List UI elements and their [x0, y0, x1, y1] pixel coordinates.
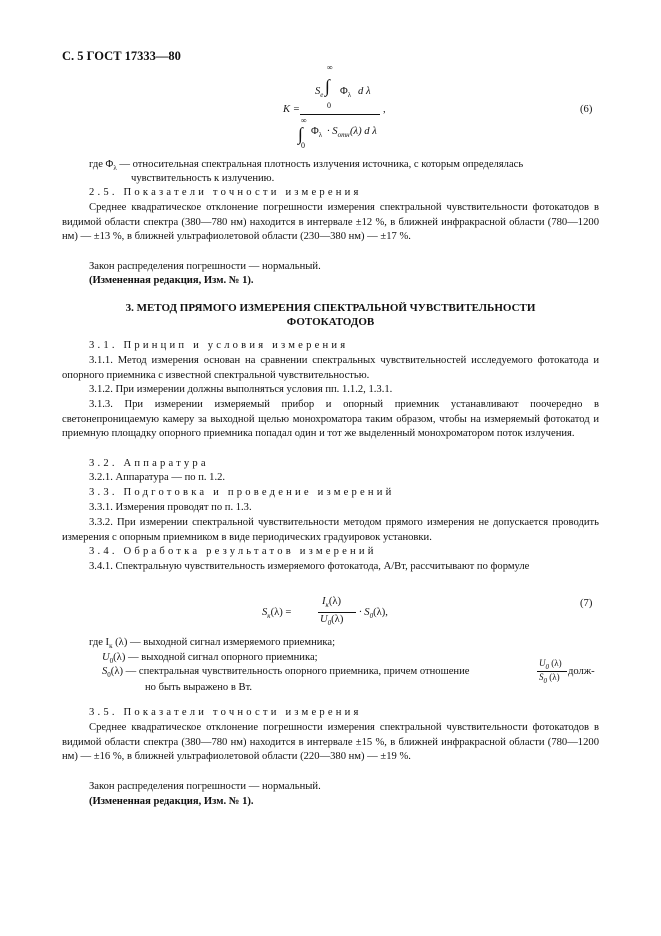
eq6-fraction-line	[300, 114, 380, 115]
eq6-num-phi-sub: λ	[347, 91, 352, 100]
def3-frac-den-s: S	[539, 672, 544, 682]
def2-sub: 0	[109, 657, 114, 666]
def2-tail: (λ) — выходной сигнал опорного приемника;	[113, 652, 318, 663]
section-3-heading-line2: ФОТОКАТОДОВ	[286, 316, 375, 328]
eq7-number: (7)	[580, 598, 593, 609]
def3-frac-den	[539, 672, 560, 685]
eq6-den-phi	[311, 126, 322, 139]
def1-tail: (λ) — выходной сигнал измеряемого приемника;	[112, 637, 336, 648]
eq7-lhs-s: S	[262, 607, 268, 618]
section-3-3-1: 3.3.1. Измерения проводят по п. 1.3.	[89, 502, 252, 513]
def-phi-sub: λ	[113, 164, 117, 173]
eq7-lhs-tail: (λ) =	[270, 607, 292, 618]
eq7-den-u: U	[320, 614, 328, 625]
section-3-5-text: Среднее квадратическое отклонение погрешности измерения спектральной чувствительности фотокатодов в видимой области спектра (380—780 нм) находится в интервале ±15 %, в ближней инфракрасной области (780—1200 нм) — ±16 %, в ближней ультрафиолетовой области (220—380 нм) — ±19 %.	[62, 722, 599, 763]
def3-frac-num-tail: (λ)	[549, 658, 562, 668]
section-3-2-title: 3.2. Аппаратура	[89, 458, 209, 469]
eq6-num-phi	[340, 86, 351, 99]
def3-frac-num	[539, 658, 562, 671]
eq7-rhs-s: · S	[359, 607, 370, 618]
eq6-num-tail: d λ	[358, 86, 371, 97]
section-3-3-2: 3.3.2. При измерении спектральной чувствительности методом прямого измерения не допускается проводить измерения с опорным приемником в виде периодических градуировок установки.	[62, 517, 599, 543]
section-3-heading-line1: 3. МЕТОД ПРЯМОГО ИЗМЕРЕНИЯ СПЕКТРАЛЬНОЙ ЧУВСТВИТЕЛЬНОСТИ	[125, 302, 536, 314]
eq6-den-mid	[327, 126, 350, 139]
def3-frac-num-u: U	[539, 658, 546, 668]
eq6-integral-sign: ∫	[325, 76, 330, 96]
eq6-num-s-sub: e	[320, 91, 324, 100]
eq6-num-phi-text: Φ	[340, 86, 348, 97]
section-3-1-title: 3.1. Принцип и условия измерения	[89, 340, 349, 351]
eq6-den-mid-text: · S	[327, 126, 338, 137]
section-3-2-1: 3.2.1. Аппаратура — по п. 1.2.	[89, 472, 226, 483]
def3-tail: (λ) — спектральная чувствительность опорного приемника, причем отношение	[110, 666, 470, 677]
eq6-den-tail: (λ) d λ	[350, 126, 377, 137]
eq7-rhs-sub: 0	[369, 612, 374, 621]
def3-frac-num-sub: 0	[545, 662, 549, 671]
section-2-5-text: Среднее квадратическое отклонение погрешности измерения спектральной чувствительности фотокатодов в видимой области спектра (380—780 нм) находится в интервале ±12 %, в ближней инфракрасной области (780—1200 нм) — ±13 %, в ближней ультрафиолетовой области (230—380 нм) — ±17 %.	[62, 202, 599, 243]
eq7-num-sub: к	[325, 601, 329, 610]
eq6-number: (6)	[580, 104, 593, 115]
eq6-den-mid-sub: отн	[337, 131, 350, 140]
section-3-4-title: 3.4. Обработка результатов измерений	[89, 546, 377, 557]
eq6-num-s-text: S	[315, 86, 321, 97]
page-header: С. 5 ГОСТ 17333—80	[62, 49, 181, 63]
eq7-lhs	[262, 607, 291, 620]
section-3-1-2: 3.1.2. При измерении должны выполняться условия пп. 1.1.2, 1.3.1.	[89, 384, 393, 395]
eq7-rhs-tail: (λ),	[373, 607, 388, 618]
eq7-lhs-sub: к	[267, 612, 271, 621]
eq7-num	[322, 596, 341, 609]
section-3-5-title: 3.5. Показатели точности измерения	[89, 707, 362, 718]
eq7-den	[320, 614, 343, 627]
def3-end: долж-	[568, 666, 595, 677]
eq6-den-int-lower: 0	[301, 141, 305, 150]
eq6-den-phi-text: Φ	[311, 126, 319, 137]
eq7-def-3-cont: но быть выражено в Вт.	[145, 682, 253, 693]
def1-sub: к	[109, 642, 113, 651]
section-3-4-1: 3.4.1. Спектральную чувствительность измеряемого фотокатода, А/Вт, рассчитывают по формуле	[89, 561, 530, 572]
eq7-fraction-line	[318, 612, 356, 613]
eq6-definition-cont: чувствительность к излучению.	[131, 173, 275, 184]
section-2-5-title: 2.5. Показатели точности измерения	[89, 187, 362, 198]
eq7-num-i: I	[322, 596, 326, 607]
section-3-1-1: 3.1.1. Метод измерения основан на сравнении спектральных чувствительностей исследуемого фотокатода и опорного приемника с известной спектральной чувствительностью.	[62, 355, 599, 381]
eq6-den-phi-sub: λ	[318, 131, 323, 140]
def2-lead: U	[102, 652, 110, 663]
eq6-den-integral-sign: ∫	[298, 124, 303, 144]
section-3-3-title: 3.3. Подготовка и проведение измерений	[89, 487, 395, 498]
eq6-comma: ,	[383, 104, 386, 115]
def1-lead: где I	[89, 637, 110, 648]
eq6-num-s	[315, 86, 323, 99]
eq6-den-int-upper: ∞	[301, 116, 307, 125]
def3-frac-den-sub: 0	[543, 676, 547, 685]
eq6-int-upper: ∞	[327, 63, 333, 72]
def-phi-text: — относительная спектральная плотность излучения источника, с которым определялась	[116, 159, 524, 170]
eq7-den-tail: (λ)	[331, 614, 344, 625]
section-2-5-law: Закон распределения погрешности — нормальный.	[89, 261, 321, 272]
def3-sub: 0	[107, 671, 111, 680]
section-3-1-3: 3.1.3. При измерении измеряемый прибор и опорный приемник устанавливают поочередно в светонепроницаемую камеру за выходной щелью монохроматора таким образом, чтобы на измеряемый фотокатод и приемную площадку опорного приемника попадал один и тот же выделенный монохроматором поток излучения.	[62, 399, 599, 440]
section-3-5-law: Закон распределения погрешности — нормальный.	[89, 781, 321, 792]
section-2-5-edition: (Измененная редакция, Изм. № 1).	[89, 275, 254, 286]
def-phi-lead: где Φ	[89, 159, 114, 170]
eq7-den-sub: 0	[327, 619, 332, 628]
eq6-lhs: K =	[283, 104, 300, 115]
section-3-5-edition: (Измененная редакция, Изм. № 1).	[89, 796, 254, 807]
def3-lead: S	[102, 666, 108, 677]
eq7-num-tail: (λ)	[328, 596, 342, 607]
eq6-int-lower: 0	[327, 101, 331, 110]
eq7-rhs	[359, 607, 388, 620]
def3-frac-den-tail: (λ)	[547, 672, 560, 682]
